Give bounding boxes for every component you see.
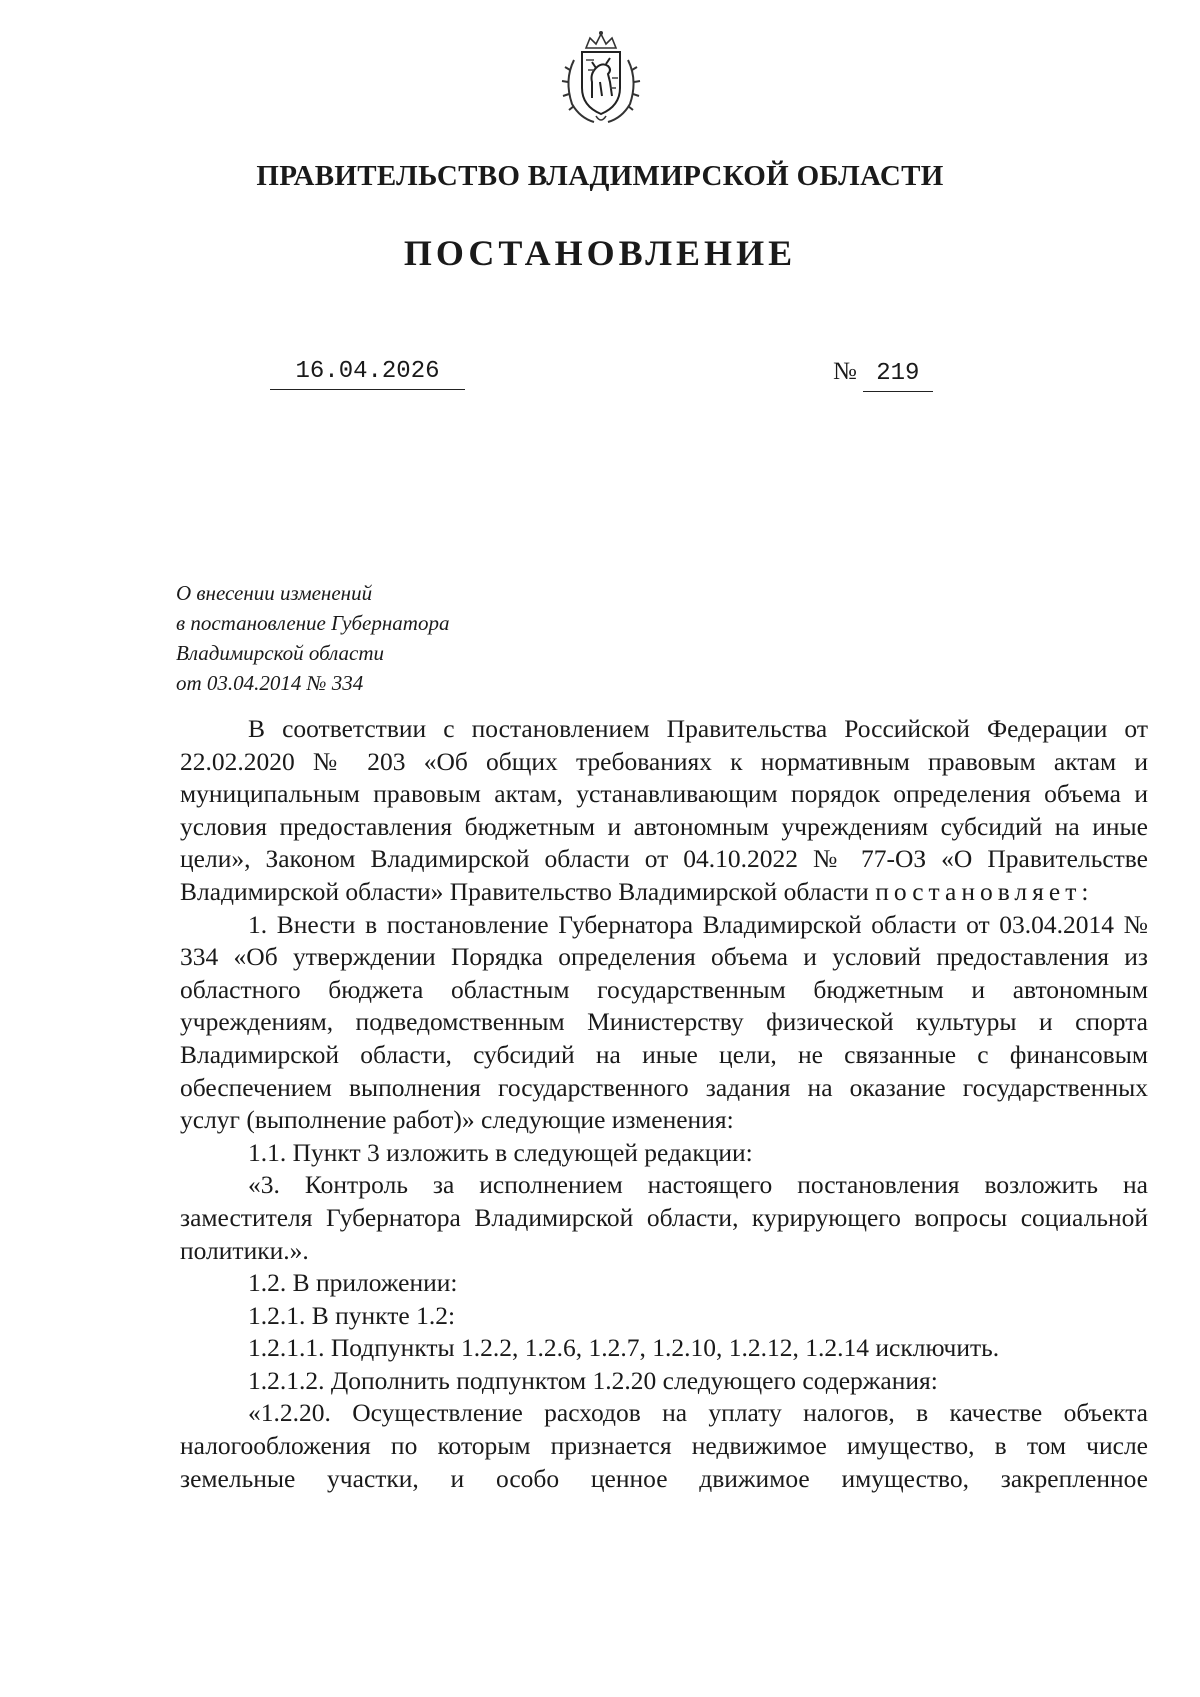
item-1: 1. Внести в постановление Губернатора Владимирской области от 03.04.2014 № 334 «Об утверждении Порядка определения объема и условий предоставления из областного бюджета областным государственным бюджетным и автономным учреждениям, подведомственным Министерству физической культуры и спорта Владимирской области, субсидий на иные цели, не связанные с финансовым обеспечением выполнения государственного задания на оказание государственных услуг (выполнение работ)» следующие изменения: [180,909,1148,1135]
subject-line: Владимирской области [176,641,385,665]
item-1-2-1-1: 1.2.1.1. Подпункты 1.2.2, 1.2.6, 1.2.7, 1.2.10, 1.2.12, 1.2.14 исключить. [248,1333,1000,1363]
vladimir-coat-of-arms-icon [556,30,646,130]
subject-line: О внесении изменений [176,581,373,605]
subject-line: от 03.04.2014 № 334 [176,671,364,695]
preamble-text: В соответствии с постановлением Правительства Российской Федерации от 22.02.2020 № 203 «Об общих требованиях к нормативным правовым актам и муниципальным правовым актам, устанавливающим порядок определения объема и условия предоставления бюджетным и автономным учреждениям субсидий на иные цели», Законом Владимирской области от 04.10.2022 № 77-ОЗ «О Правительстве Владимирской области» Правительство Владимирской области [180,714,1148,906]
document-subject [176,578,449,698]
resolves-word: постановляет: [875,876,1094,906]
document-body [180,713,1148,1495]
document-number: 219 [863,360,933,392]
organization-name: ПРАВИТЕЛЬСТВО ВЛАДИМИРСКОЙ ОБЛАСТИ [256,160,944,192]
item-1-1-text: «3. Контроль за исполнением настоящего постановления возложить на заместителя Губернатора Владимирской области, курирующего вопросы социальной политики.». [180,1170,1148,1265]
document-date: 16.04.2026 [270,358,465,390]
item-1-1: 1.1. Пункт 3 изложить в следующей редакции: [248,1137,753,1167]
subject-line: в постановление Губернатора [176,611,450,635]
document-type: ПОСТАНОВЛЕНИЕ [403,233,797,273]
preamble-paragraph [180,713,1148,909]
number-sign: № [833,358,857,385]
item-1-2-20-text: «1.2.20. Осуществление расходов на уплату налогов, в качестве объекта налогообложения по которым признается недвижимое имущество, в том числе земельные участки, и особо ценное движимое имущество, закрепленное [180,1398,1148,1493]
document-number-block [833,358,933,392]
item-1-2: 1.2. В приложении: [248,1268,458,1298]
item-1-2-1-2: 1.2.1.2. Дополнить подпунктом 1.2.20 следующего содержания: [248,1365,938,1395]
item-1-2-1: 1.2.1. В пункте 1.2: [248,1300,456,1330]
